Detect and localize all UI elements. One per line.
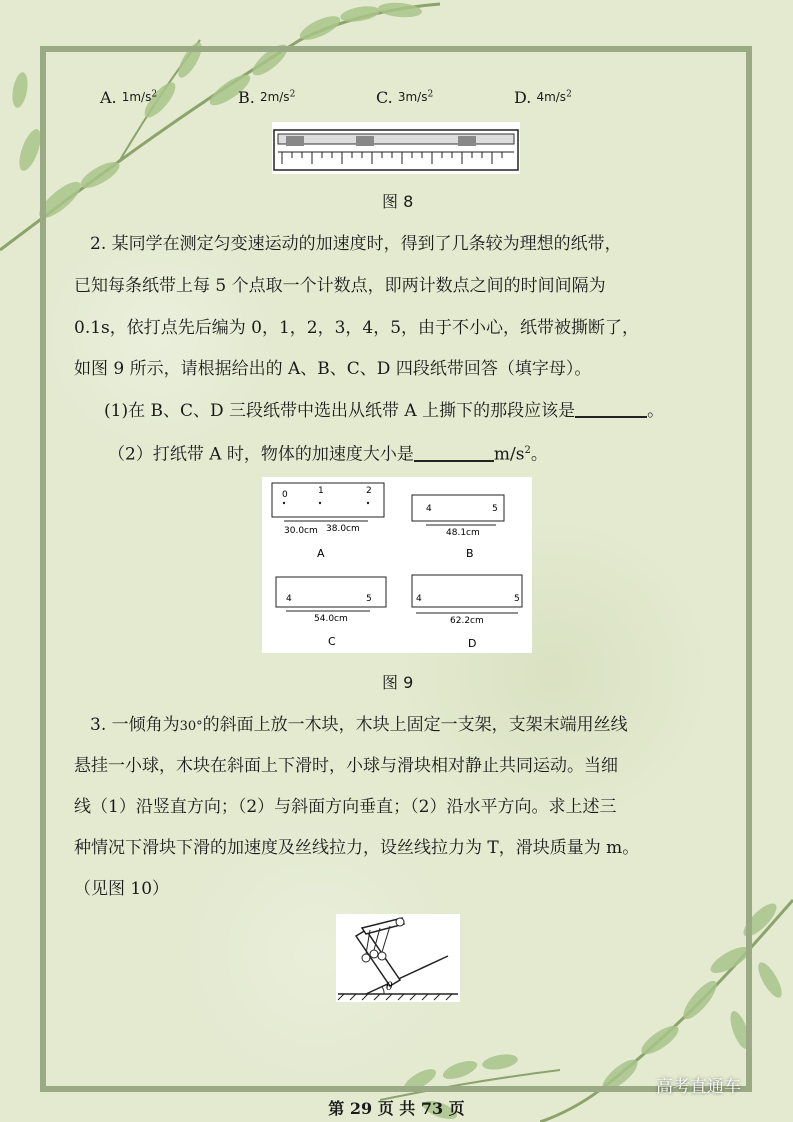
- svg-text:4: 4: [286, 594, 292, 604]
- figure-8-ruler: [272, 122, 520, 174]
- svg-text:0: 0: [282, 490, 288, 500]
- svg-text:54.0cm: 54.0cm: [314, 614, 348, 624]
- svg-text:1: 1: [318, 486, 324, 496]
- figure-9-paper-tapes: [262, 477, 532, 653]
- svg-text:4: 4: [416, 594, 422, 604]
- q3-line-4: 种情况下滑块下滑的加速度及丝线拉力，设丝线拉力为 T，滑块质量为 m。: [74, 838, 640, 858]
- svg-text:30.0cm: 30.0cm: [284, 526, 318, 536]
- option-b: B. $2m/s^2$: [238, 88, 296, 107]
- q3-line-2: 悬挂一小球，木块在斜面上下滑时，小球与滑块相对静止共同运动。当细: [74, 756, 618, 776]
- answer-blank-1: [575, 400, 647, 418]
- watermark: 高考直通车: [656, 1077, 741, 1097]
- svg-text:B: B: [466, 547, 474, 560]
- tape-d: [412, 575, 522, 650]
- q2-line-4: 如图 9 所示，请根据给出的 A、B、C、D 四段纸带回答（填字母）。: [74, 359, 592, 379]
- q3-line-3: 线（1）沿竖直方向；（2）与斜面方向垂直；（2）沿水平方向。求上述三: [74, 797, 617, 817]
- q2-sub-question-1: (1)在 B、C、D 三段纸带中选出从纸带 A 上撕下的那段应该是 。: [104, 401, 665, 421]
- svg-text:C: C: [328, 635, 336, 648]
- q2-line-3: 0.1s，依打点先后编为 0，1，2，3，4，5，由于不小心，纸带被撕断了，: [74, 318, 640, 338]
- svg-text:5: 5: [492, 504, 498, 514]
- svg-text:5: 5: [514, 594, 520, 604]
- svg-text:4: 4: [426, 504, 432, 514]
- svg-text:48.1cm: 48.1cm: [446, 528, 480, 538]
- q3-line-5: （见图 10）: [74, 879, 170, 899]
- svg-text:38.0cm: 38.0cm: [326, 524, 360, 534]
- svg-text:2: 2: [366, 486, 372, 496]
- svg-text:D: D: [468, 637, 477, 650]
- svg-text:62.2cm: 62.2cm: [450, 616, 484, 626]
- svg-text:5: 5: [366, 594, 372, 604]
- tape-b: [412, 495, 504, 560]
- tape-a: [272, 483, 384, 560]
- option-c: C. $3m/s^2$: [376, 88, 434, 107]
- q3-line-1: 3. 一倾角为30°的斜面上放一木块，木块上固定一支架，支架末端用丝线: [90, 715, 628, 735]
- svg-text:A: A: [317, 547, 325, 560]
- tape-c: [276, 577, 386, 648]
- q2-sub-question-2: （2）打纸带 A 时，物体的加速度大小是 $m/s^2$。: [108, 444, 548, 465]
- option-d: D. $4m/s^2$: [514, 88, 572, 107]
- q2-line-2: 已知每条纸带上每 5 个点取一个计数点，即两计数点之间的时间间隔为: [74, 276, 606, 296]
- figure-10-incline-diagram: [336, 914, 460, 1002]
- svg-text:θ: θ: [386, 980, 393, 993]
- answer-blank-2: [414, 444, 494, 462]
- figure-9-caption: 图 9: [382, 673, 414, 692]
- page-footer: 第 29 页 共 73 页: [328, 1099, 465, 1118]
- figure-8-caption: 图 8: [382, 192, 414, 211]
- q2-line-1: 2. 某同学在测定匀变速运动的加速度时，得到了几条较为理想的纸带，: [90, 234, 622, 254]
- option-a: A. $1m/s^2$: [100, 88, 158, 107]
